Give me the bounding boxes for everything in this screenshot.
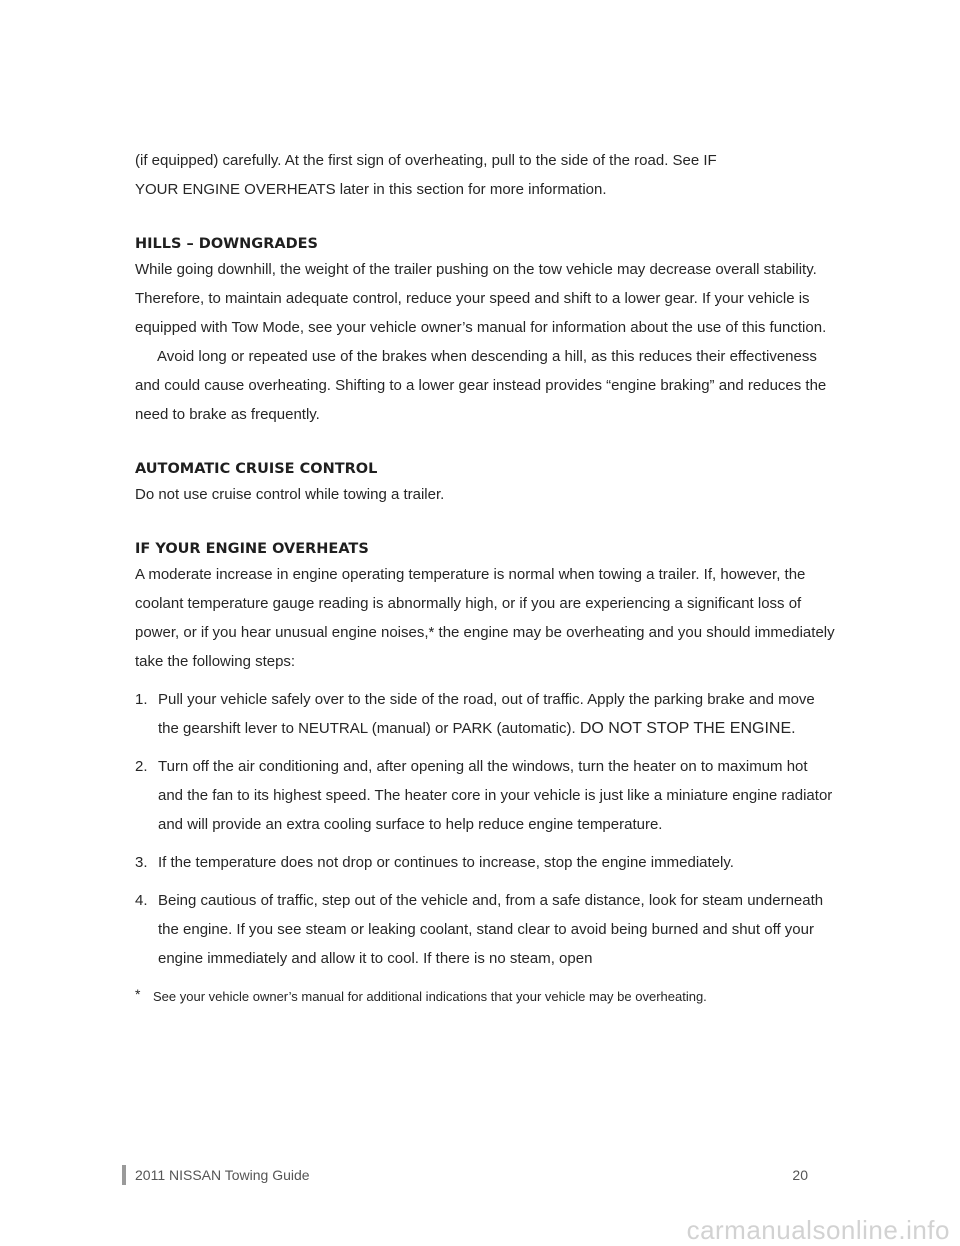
footer-divider xyxy=(122,1165,126,1185)
step-text: Turn off the air conditioning and, after opening all the windows, turn the heater on to maximum hot and the fan to its highest speed. The heater core in your vehicle is just like a miniature engine radiator and will provide an extra cooling surface to help reduce engine temperature. xyxy=(158,758,833,833)
overheat-paragraph: A moderate increase in engine operating temperature is normal when towing a trailer. If, however, the coolant temperature gauge reading is abnormally high, or if you are experiencing a significant loss of power, or if you hear unusual engine noises,* the engine may be overheating and you should immediately take the following steps: xyxy=(135,566,835,670)
hills-heading: HILLS – DOWNGRADES xyxy=(135,236,318,252)
intro-line-2: YOUR ENGINE OVERHEATS later in this section for more information. xyxy=(135,181,607,198)
step-item xyxy=(135,752,835,839)
page-content xyxy=(135,146,835,1006)
step-item xyxy=(135,848,835,877)
footer-title: 2011 NISSAN Towing Guide xyxy=(135,1167,310,1183)
footnote xyxy=(135,988,835,1006)
step-number: 2. xyxy=(135,758,148,775)
footnote-asterisk: * xyxy=(135,986,141,1002)
step-number: 3. xyxy=(135,854,148,871)
page-number: 20 xyxy=(792,1167,808,1183)
intro-line-1: (if equipped) carefully. At the first sign of overheating, pull to the side of the road. See IF xyxy=(135,152,717,169)
step-item xyxy=(135,886,835,973)
step-number: 1. xyxy=(135,691,148,708)
step-emphasis: DO NOT STOP THE ENGINE. xyxy=(579,720,796,737)
step-number: 4. xyxy=(135,892,148,909)
step-text: If the temperature does not drop or continues to increase, stop the engine immediately. xyxy=(158,854,734,871)
step-item xyxy=(135,685,835,743)
watermark: carmanualsonline.info xyxy=(686,1215,950,1245)
step-text: Being cautious of traffic, step out of the vehicle and, from a safe distance, look for steam underneath the engine. If you see steam or leaking coolant, stand clear to avoid being burned and shut off your engine immediately and allow it to cool. If there is no steam, open xyxy=(158,892,824,967)
footnote-text: See your vehicle owner’s manual for additional indications that your vehicle may be overheating. xyxy=(153,989,707,1004)
step-text: Pull your vehicle safely over to the side of the road, out of traffic. Apply the parking brake and move the gearshift lever to NEUTRAL (manual) or PARK (automatic). xyxy=(158,691,815,737)
hills-paragraph-1: While going downhill, the weight of the trailer pushing on the tow vehicle may decrease overall stability. Therefore, to maintain adequate control, reduce your speed and shift to a lower gear. If your vehicle is equipped with Tow Mode, see your vehicle owner’s manual for information about the use of this function. xyxy=(135,261,827,336)
cruise-paragraph: Do not use cruise control while towing a trailer. xyxy=(135,486,445,503)
overheat-steps xyxy=(135,685,835,973)
page-footer xyxy=(122,1165,808,1185)
overheat-heading: IF YOUR ENGINE OVERHEATS xyxy=(135,541,369,557)
cruise-heading: AUTOMATIC CRUISE CONTROL xyxy=(135,461,378,477)
hills-paragraph-2: Avoid long or repeated use of the brakes when descending a hill, as this reduces their effectiveness and could cause overheating. Shifting to a lower gear instead provides “engine braking” and reduces the need to brake as frequently. xyxy=(135,348,827,423)
